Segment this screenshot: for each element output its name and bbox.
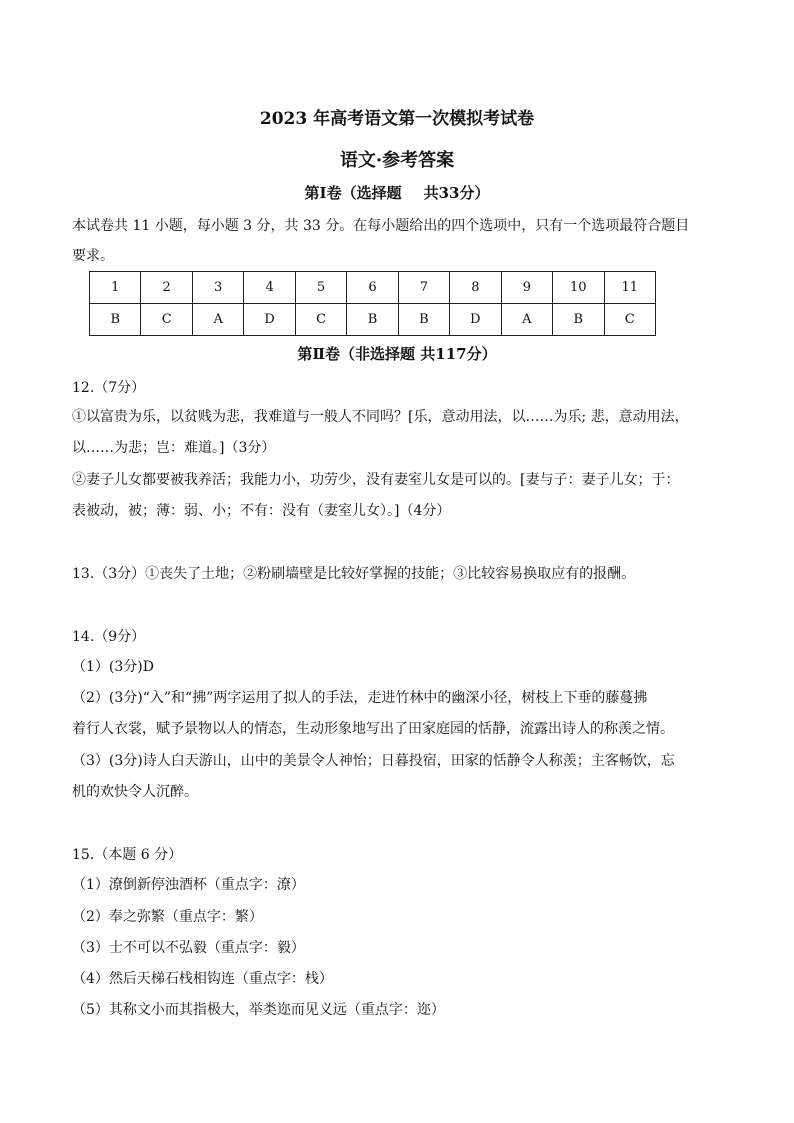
intro-line-2: 要求。 (72, 248, 114, 264)
answer-cell: C (604, 304, 655, 336)
answer-cell: D (244, 304, 295, 336)
q12-heading: 12.（7分） (72, 380, 146, 396)
question-number: 9 (501, 272, 552, 304)
answer-row (90, 304, 656, 336)
q12-answer-line: 以……为悲；岂：难道。]（3分） (72, 440, 276, 456)
q14-answer-line: 机的欢快令人沉醉。 (72, 784, 198, 800)
question-number: 3 (192, 272, 243, 304)
answer-cell: C (141, 304, 192, 336)
answer-cell: A (192, 304, 243, 336)
answer-cell: C (295, 304, 346, 336)
q12-answer-line: 表被动，被；薄：弱、小；不有：没有（妻室儿女）。]（4分） (72, 503, 451, 519)
part1-heading (0, 182, 794, 203)
question-number: 7 (398, 272, 449, 304)
q14-answer-line: （3）(3分)诗人白天游山，山中的美景令人神怡；日暮投宿，田家的恬静令人称羡；主客畅饮，忘 (72, 753, 675, 769)
q14-answer-line: （1）(3分)D (72, 659, 154, 675)
q15-answer-line: （5）其称文小而其指极大，举类迩而见义远（重点字：迩） (72, 1002, 445, 1018)
answer-cell: A (501, 304, 552, 336)
answer-cell: B (347, 304, 398, 336)
question-number: 10 (553, 272, 604, 304)
question-number-row (90, 272, 656, 304)
question-number: 8 (450, 272, 501, 304)
q14-heading: 14.（9分） (72, 629, 146, 645)
answer-cell: B (553, 304, 604, 336)
question-number: 4 (244, 272, 295, 304)
part1-points: 共33分） (423, 184, 490, 202)
intro-line-1: 本试卷共 11 小题，每小题 3 分，共 33 分。在每小题给出的四个选项中，只有一个选项最符合题目 (72, 218, 690, 234)
q15-answer-line: （3）士不可以不弘毅（重点字：毅） (72, 940, 305, 956)
answer-key-subtitle: 语文·参考答案 (339, 150, 455, 171)
question-number: 6 (347, 272, 398, 304)
question-number: 11 (604, 272, 655, 304)
question-number: 2 (141, 272, 192, 304)
q13-answer: 13.（3分）①丧失了土地；②粉刷墙壁是比较好掌握的技能；③比较容易换取应有的报酬。 (72, 566, 636, 582)
exam-title: 2023 年高考语文第一次模拟考试卷 (259, 109, 535, 129)
answer-cell: B (398, 304, 449, 336)
q15-heading: 15.（本题 6 分） (72, 847, 183, 863)
q14-answer-line: 着行人衣裳，赋予景物以人的情态，生动形象地写出了田家庭园的恬静，流露出诗人的称羡之情。 (72, 721, 674, 737)
answer-table (89, 271, 656, 336)
q14-answer-line: （2）(3分)“入”和“拂”两字运用了拟人的手法，走进竹林中的幽深小径，树枝上下垂的藤蔓拂 (72, 690, 648, 706)
part2-heading: 第Ⅱ卷（非选择题 共117分） (297, 345, 497, 363)
question-number: 5 (295, 272, 346, 304)
q12-answer-line: ①以富贵为乐，以贫贱为悲，我难道与一般人不同吗？[乐，意动用法，以……为乐; 悲，意动用法， (72, 409, 689, 425)
answer-cell: B (90, 304, 141, 336)
answer-cell: D (450, 304, 501, 336)
part1-label: 第Ⅰ卷（选择题 (304, 184, 402, 202)
q12-answer-line: ②妻子儿女都要被我养活；我能力小，功劳少，没有妻室儿女是可以的。[妻与子：妻子儿女；于： (72, 472, 680, 488)
question-number: 1 (90, 272, 141, 304)
q15-answer-line: （2）奉之弥繁（重点字：繁） (72, 909, 263, 925)
q15-answer-line: （1）潦倒新停浊酒杯（重点字：潦） (72, 877, 305, 893)
q15-answer-line: （4）然后天梯石栈相钩连（重点字：栈） (72, 971, 333, 987)
